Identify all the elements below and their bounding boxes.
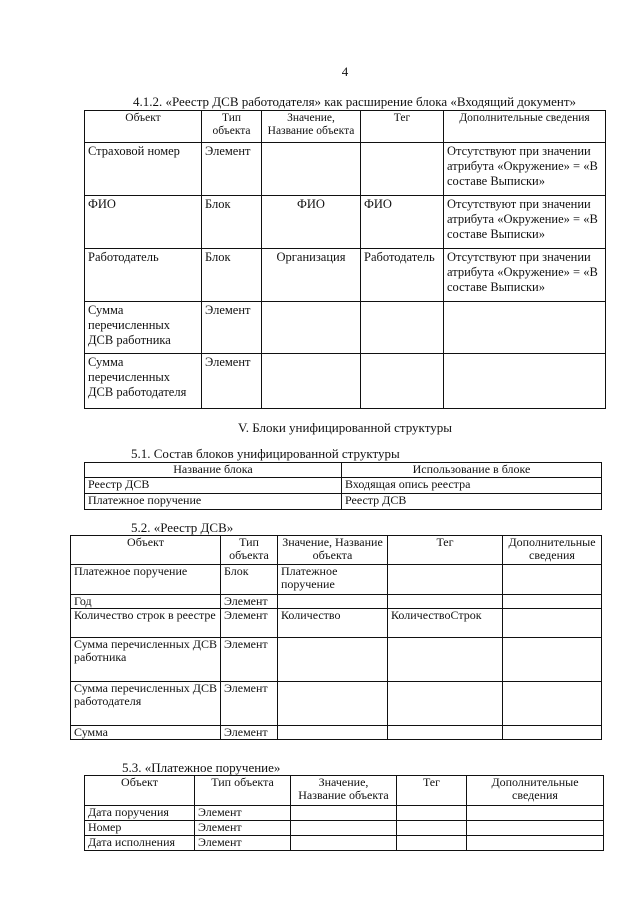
cell: Год — [71, 595, 221, 609]
section-412-title: 4.1.2. «Реестр ДСВ работодателя» как расширение блока «Входящий документ» — [133, 94, 576, 109]
cell — [291, 836, 397, 851]
col-header: Тег — [361, 111, 444, 143]
cell: Реестр ДСВ — [342, 494, 602, 510]
table-row — [85, 806, 604, 821]
cell: Элемент — [202, 354, 262, 409]
cell: Отсутствуют при значении атрибута «Окружение» = «В составе Выписки» — [444, 143, 606, 196]
cell: Отсутствуют при значении атрибута «Окружение» = «В составе Выписки» — [444, 196, 606, 249]
table-row — [71, 609, 602, 638]
cell — [467, 821, 604, 836]
cell — [388, 638, 503, 682]
cell: Количество — [278, 609, 388, 638]
section-v-title: V. Блоки унифицированной структуры — [238, 420, 452, 435]
cell: ФИО — [85, 196, 202, 249]
cell — [278, 595, 388, 609]
col-header: Значение, Название объекта — [262, 111, 361, 143]
cell: Элемент — [195, 806, 291, 821]
table-row — [71, 595, 602, 609]
cell: Организация — [262, 249, 361, 302]
cell: Элемент — [202, 143, 262, 196]
table-row — [71, 638, 602, 682]
table-53 — [84, 775, 604, 851]
cell: Работодатель — [85, 249, 202, 302]
cell — [444, 302, 606, 354]
cell: Элемент — [221, 638, 278, 682]
table-row — [71, 682, 602, 726]
cell: Элемент — [195, 836, 291, 851]
cell: ФИО — [262, 196, 361, 249]
cell — [503, 609, 602, 638]
col-header: Значение, Название объекта — [291, 776, 397, 806]
col-header: Тег — [388, 536, 503, 565]
table-row — [85, 354, 606, 409]
cell — [361, 302, 444, 354]
col-header: Тип объекта — [221, 536, 278, 565]
section-51-title: 5.1. Состав блоков унифицированной структуры — [131, 446, 400, 461]
cell: Платежное поручение — [278, 565, 388, 595]
cell: Сумма перечисленных ДСВ работника — [71, 638, 221, 682]
cell: Элемент — [221, 609, 278, 638]
cell: Блок — [202, 196, 262, 249]
cell — [388, 726, 503, 740]
table-row — [71, 726, 602, 740]
table-row — [85, 249, 606, 302]
cell: Платежное поручение — [85, 494, 342, 510]
cell: Элемент — [202, 302, 262, 354]
col-header: Дополнительные сведения — [467, 776, 604, 806]
col-header: Объект — [71, 536, 221, 565]
cell — [262, 143, 361, 196]
cell — [278, 638, 388, 682]
cell: КоличествоСтрок — [388, 609, 503, 638]
cell — [467, 836, 604, 851]
table-row — [71, 565, 602, 595]
col-header: Название блока — [85, 463, 342, 478]
page-number: 4 — [341, 64, 349, 79]
cell: Сумма перечисленных ДСВ работника — [85, 302, 202, 354]
table-row — [85, 196, 606, 249]
cell: Сумма перечисленных ДСВ работодателя — [85, 354, 202, 409]
cell: Элемент — [221, 595, 278, 609]
table-row — [85, 143, 606, 196]
cell — [361, 143, 444, 196]
cell — [291, 806, 397, 821]
table-row — [85, 478, 602, 494]
cell: Сумма перечисленных ДСВ работодателя — [71, 682, 221, 726]
table-51 — [84, 462, 602, 510]
cell — [467, 806, 604, 821]
cell — [388, 595, 503, 609]
cell: Количество строк в реестре — [71, 609, 221, 638]
cell — [262, 302, 361, 354]
cell — [278, 682, 388, 726]
cell — [503, 565, 602, 595]
table-row — [85, 494, 602, 510]
cell: Дата поручения — [85, 806, 195, 821]
cell — [388, 565, 503, 595]
cell: Реестр ДСВ — [85, 478, 342, 494]
table-row — [85, 302, 606, 354]
col-header: Объект — [85, 776, 195, 806]
cell — [291, 821, 397, 836]
cell: Сумма — [71, 726, 221, 740]
col-header: Тег — [397, 776, 467, 806]
cell — [388, 682, 503, 726]
cell — [444, 354, 606, 409]
table-412 — [84, 110, 606, 409]
cell — [361, 354, 444, 409]
col-header: Тип объекта — [195, 776, 291, 806]
cell: Элемент — [195, 821, 291, 836]
cell — [503, 638, 602, 682]
table-row — [85, 836, 604, 851]
section-53-title: 5.3. «Платежное поручение» — [122, 760, 281, 775]
cell: Номер — [85, 821, 195, 836]
cell: Входящая опись реестра — [342, 478, 602, 494]
cell — [397, 821, 467, 836]
cell — [503, 726, 602, 740]
col-header: Тип объекта — [202, 111, 262, 143]
cell — [397, 806, 467, 821]
col-header: Дополнительные сведения — [444, 111, 606, 143]
col-header: Дополнительные сведения — [503, 536, 602, 565]
cell: ФИО — [361, 196, 444, 249]
cell: Платежное поручение — [71, 565, 221, 595]
cell: Страховой номер — [85, 143, 202, 196]
col-header: Объект — [85, 111, 202, 143]
cell — [278, 726, 388, 740]
cell: Отсутствуют при значении атрибута «Окружение» = «В составе Выписки» — [444, 249, 606, 302]
table-52 — [70, 535, 602, 740]
cell — [503, 595, 602, 609]
cell — [503, 682, 602, 726]
cell: Блок — [202, 249, 262, 302]
cell: Элемент — [221, 682, 278, 726]
cell: Дата исполнения — [85, 836, 195, 851]
cell: Работодатель — [361, 249, 444, 302]
col-header: Использование в блоке — [342, 463, 602, 478]
section-52-title: 5.2. «Реестр ДСВ» — [131, 520, 234, 535]
cell — [397, 836, 467, 851]
table-row — [85, 821, 604, 836]
cell: Блок — [221, 565, 278, 595]
cell — [262, 354, 361, 409]
col-header: Значение, Название объекта — [278, 536, 388, 565]
cell: Элемент — [221, 726, 278, 740]
